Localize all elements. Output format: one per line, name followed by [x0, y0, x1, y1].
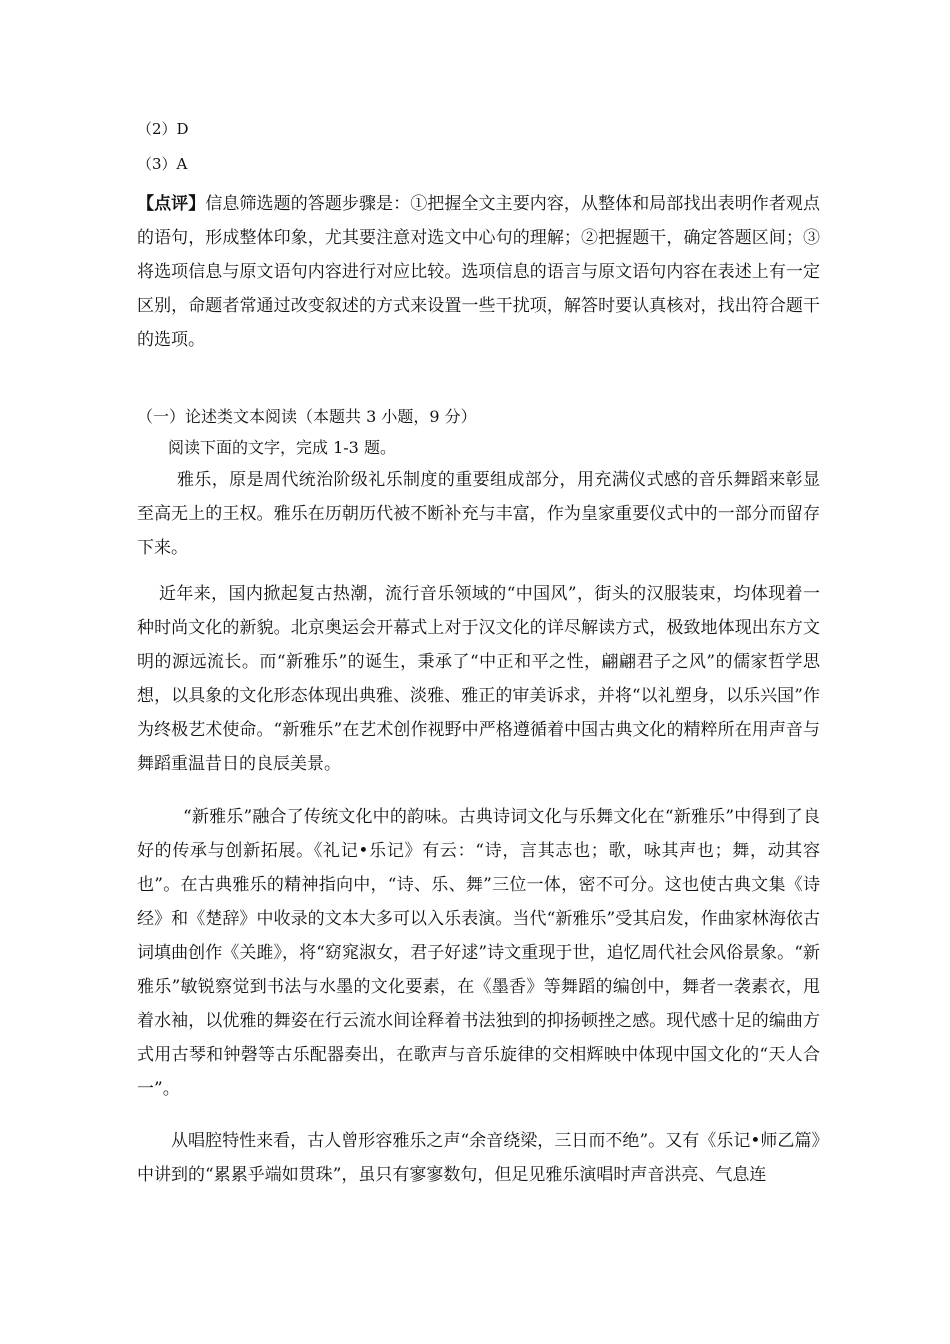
answer-q2: （2）D — [137, 120, 189, 138]
commentary-tag: 【点评】 — [137, 194, 206, 214]
commentary-text: 信息筛选题的答题步骤是：①把握全文主要内容，从整体和局部找出表明作者观点的语句，形成整体印象，尤其要注意对选文中心句的理解；②把握题干，确定答题区间；③将选项信息与原文语句内容进行对应比较。选项信息的语言与原文语句内容在表述上有一定区别，命题者常通过改变叙述的方式来设置一些干扰项，解答时要认真核对，找出符合题干的选项。 — [137, 194, 821, 350]
answer-q3: （3）A — [137, 155, 188, 173]
passage-paragraph-2: 近年来，国内掀起复古热潮，流行音乐领域的“中国风”，街头的汉服装束，均体现着一种时尚文化的新貌。北京奥运会开幕式上对于汉文化的详尽解读方式，极致地体现出东方文明的源远流长。而“新雅乐”的诞生，秉承了“中正和平之性，翩翩君子之风”的儒家哲学思想，以具象的文化形态体现出典雅、淡雅、雅正的审美诉求，并将“以礼塑身，以乐兴国”作为终极艺术使命。“新雅乐”在艺术创作视野中严格遵循着中国古典文化的精粹所在用声音与舞蹈重温昔日的良辰美景。 — [137, 584, 820, 774]
commentary-paragraph — [137, 187, 820, 357]
section-instruction: 阅读下面的文字，完成 1-3 题。 — [168, 438, 396, 457]
passage-paragraph-1: 雅乐，原是周代统治阶级礼乐制度的重要组成部分，用充满仪式感的音乐舞蹈来彰显至高无上的王权。雅乐在历朝历代被不断补充与丰富，作为皇家重要仪式中的一部分而留存下来。 — [137, 470, 820, 558]
section-title: （一）论述类文本阅读（本题共 3 小题，9 分） — [137, 407, 477, 426]
passage-paragraph-3: “新雅乐”融合了传统文化中的韵味。古典诗词文化与乐舞文化在“新雅乐”中得到了良好的传承与创新拓展。《礼记•乐记》有云：“诗，言其志也；歌，咏其声也；舞，动其容也”。在古典雅乐的精神指向中，“诗、乐、舞”三位一体，密不可分。这也使古典文集《诗经》和《楚辞》中收录的文本大多可以入乐表演。当代“新雅乐”受其启发，作曲家林海依古词填曲创作《关雎》，将“窈窕淑女，君子好逑”诗文重现于世，追忆周代社会风俗景象。“新雅乐”敏锐察觉到书法与水墨的文化要素，在《墨香》等舞蹈的编创中，舞者一袭素衣，甩着水袖，以优雅的舞姿在行云流水间诠释着书法独到的抑扬顿挫之感。现代感十足的编曲方式用古琴和钟磬等古乐配器奏出，在歌声与音乐旋律的交相辉映中体现中国文化的“天人合一”。 — [137, 807, 820, 1099]
passage-paragraph-4: 从唱腔特性来看，古人曾形容雅乐之声“余音绕梁，三日而不绝”。又有《乐记•师乙篇》中讲到的“累累乎端如贯珠”，虽只有寥寥数句，但足见雅乐演唱时声音洪亮、气息连 — [137, 1131, 820, 1185]
